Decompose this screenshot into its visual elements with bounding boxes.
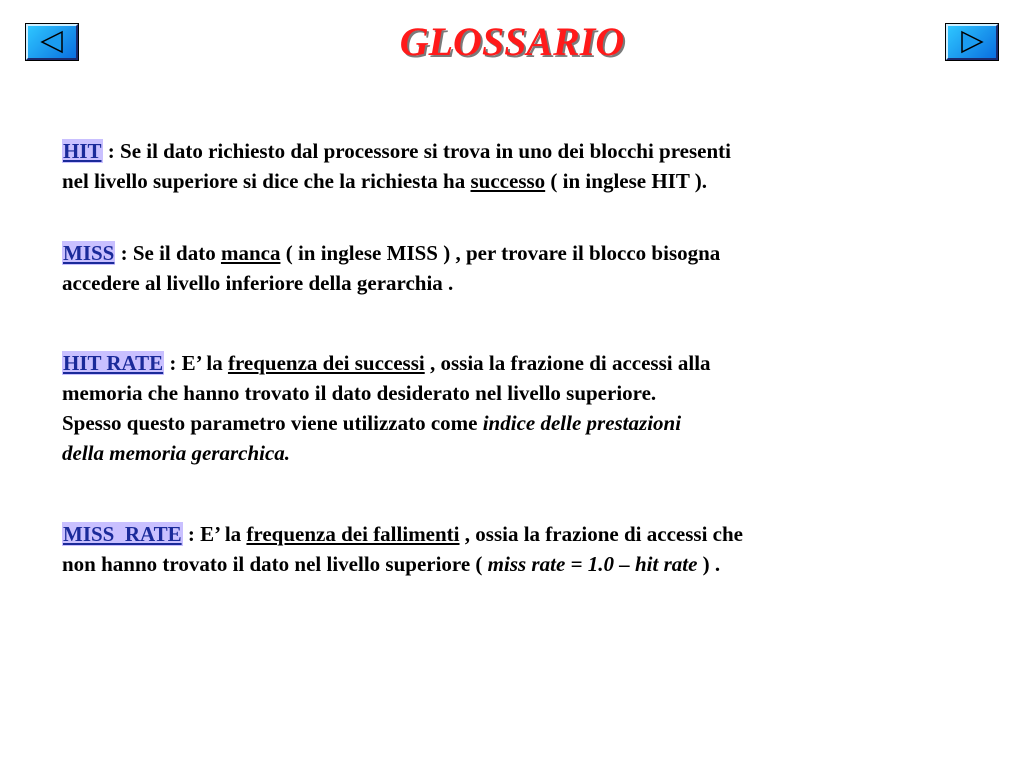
entry-text: : Se il dato richiesto dal processore si trova in uno dei blocchi presenti	[102, 139, 731, 163]
entry-text: ) .	[697, 552, 721, 576]
term-link-miss-rate[interactable]: MISS RATE	[63, 522, 182, 546]
term-link-hit-rate[interactable]: HIT RATE	[63, 351, 164, 375]
term-link-hit[interactable]: HIT	[63, 139, 102, 163]
italic-text: della memoria gerarchica.	[62, 441, 291, 465]
entry-line	[62, 268, 962, 298]
italic-text: indice delle prestazioni	[482, 411, 682, 435]
entry-text: ( in inglese HIT ).	[545, 169, 707, 193]
entry-line	[62, 549, 962, 579]
entry-text: ( in inglese MISS ) , per trovare il blocco bisogna	[280, 241, 721, 265]
page-title: GLOSSARIO	[399, 19, 625, 64]
triangle-right-icon	[958, 30, 986, 54]
entry-line	[62, 136, 962, 166]
entry-text: non hanno trovato il dato nel livello superiore (	[62, 552, 488, 576]
entry-text: : E’ la	[164, 351, 228, 375]
entry-text: nel livello superiore si dice che la richiesta ha	[62, 169, 471, 193]
next-slide-button[interactable]	[946, 24, 998, 60]
underlined-text: frequenza dei successi	[227, 351, 425, 375]
glossary-entry-hit	[62, 136, 962, 196]
term-link-miss[interactable]: MISS	[63, 241, 115, 265]
entry-line	[62, 166, 962, 196]
entry-text: , ossia la frazione di accessi alla	[424, 351, 711, 375]
entry-line	[62, 519, 962, 549]
entry-line	[62, 408, 962, 438]
underlined-text: successo	[470, 169, 546, 193]
entry-text: memoria che hanno trovato il dato desiderato nel livello superiore.	[62, 381, 657, 405]
entry-text: : E’ la	[182, 522, 247, 546]
glossary-entry-miss-rate	[62, 519, 962, 579]
entry-line	[62, 238, 962, 268]
entry-line	[62, 378, 962, 408]
glossary-entry-hit-rate	[62, 348, 962, 468]
entry-line	[62, 348, 962, 378]
entry-text: accedere al livello inferiore della gerarchia .	[62, 271, 454, 295]
entry-text: Spesso questo parametro viene utilizzato come	[62, 411, 483, 435]
entry-text: , ossia la frazione di accessi che	[459, 522, 743, 546]
italic-text: miss rate = 1.0 – hit rate	[487, 552, 698, 576]
underlined-text: frequenza dei fallimenti	[246, 522, 460, 546]
entry-line	[62, 438, 962, 468]
entry-text: : Se il dato	[115, 241, 221, 265]
underlined-text: manca	[220, 241, 281, 265]
glossary-entry-miss	[62, 238, 962, 298]
